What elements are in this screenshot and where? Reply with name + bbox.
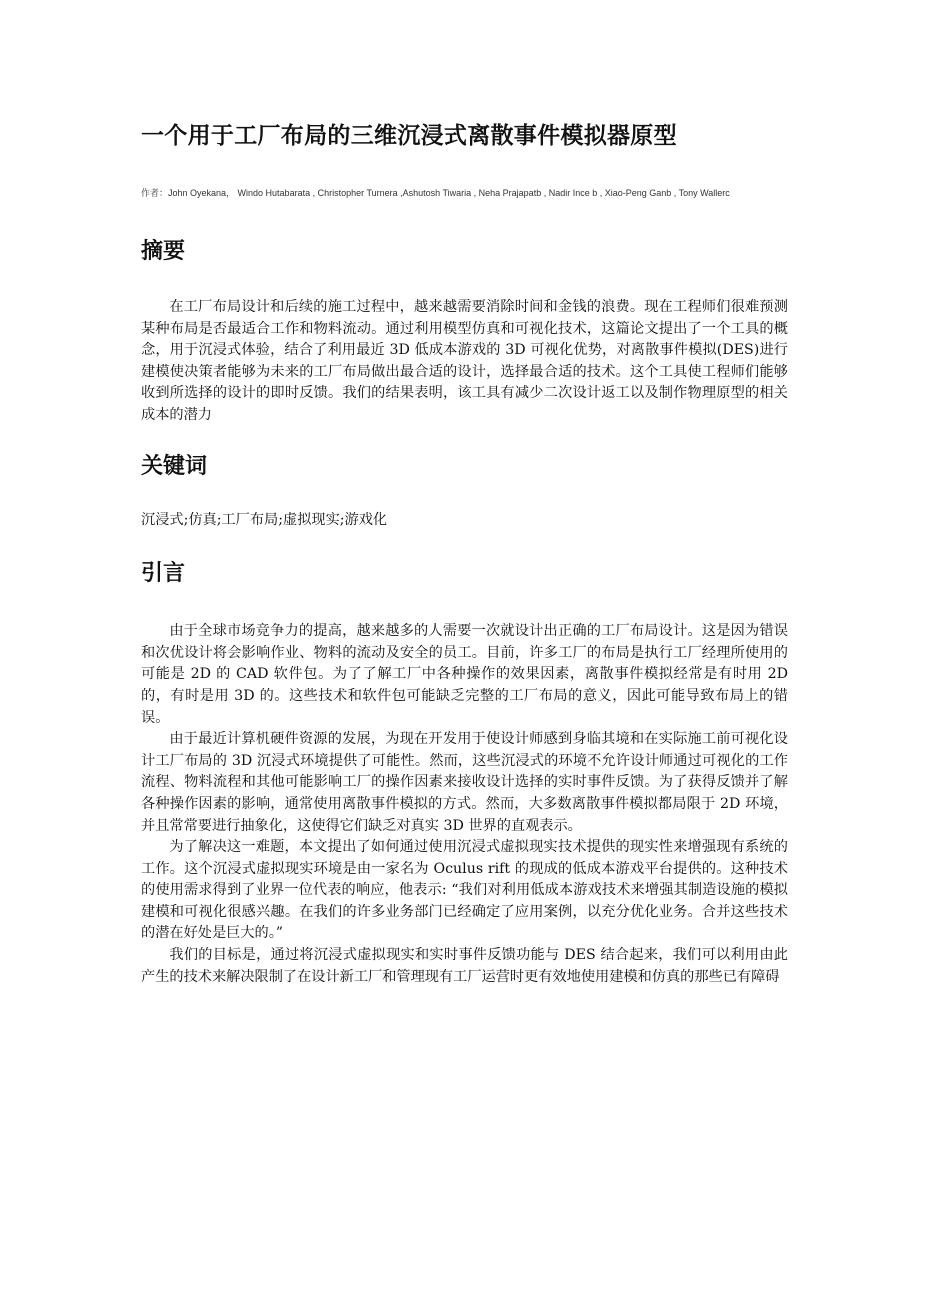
paper-title: 一个用于工厂布局的三维沉浸式离散事件模拟器原型 <box>141 123 677 149</box>
introduction-paragraph: 为了解决这一难题，本文提出了如何通过使用沉浸式虚拟现实技术提供的现实性来增强现有系统的工作。这个沉浸式虚拟现实环境是由一家名为 Oculus rift 的现成的低成本游戏平台提供的。这种技术的使用需求得到了业界一位代表的响应，他表示: “我们对利用低成本游戏技术来增强其制造设施的模拟建模和可视化很感兴趣。在我们的许多业务部门已经确定了应用案例，以充分优化业务。合并这些技术的潜在好处是巨大的。” <box>141 839 788 942</box>
author-list: 作者：John Oyekana， Windo Hutabarata , Christopher Turnera ,Ashutosh Tiwaria , Neha Prajapatb , Nadir Ince b , Xiao-Peng Ganb , Tony Wallerc <box>141 188 730 198</box>
introduction-paragraph: 由于最近计算机硬件资源的发展，为现在开发用于使设计师感到身临其境和在实际施工前可视化设计工厂布局的 3D 沉浸式环境提供了可能性。然而，这些沉浸式的环境不允许设计师通过可视化的工作流程、物料流程和其他可能影响工厂的操作因素来接收设计选择的实时事件反馈。为了获得反馈并了解各种操作因素的影响，通常使用离散事件模拟的方式。然而，大多数离散事件模拟都局限于 2D 环境，并且常常要进行抽象化，这使得它们缺乏对真实 3D 世界的直观表示。 <box>141 731 788 834</box>
keywords-text: 沉浸式;仿真;工厂布局;虚拟现实;游戏化 <box>141 511 388 528</box>
abstract-paragraph: 在工厂布局设计和后续的施工过程中，越来越需要消除时间和金钱的浪费。现在工程师们很难预测某种布局是否最适合工作和物料流动。通过利用模型仿真和可视化技术，这篇论文提出了一个工具的概念，用于沉浸式体验，结合了利用最近 3D 低成本游戏的 3D 可视化优势，对离散事件模拟(DES)进行建模使决策者能够为未来的工厂布局做出最合适的设计，选择最合适的技术。这个工具使工程师们能够收到所选择的设计的即时反馈。我们的结果表明，该工具有减少二次设计返工以及制作物理原型的相关成本的潜力 <box>141 299 788 423</box>
document-page <box>141 118 788 988</box>
abstract-heading: 摘要 <box>141 239 186 264</box>
introduction-heading: 引言 <box>141 561 186 587</box>
introduction-paragraph: 由于全球市场竞争力的提高，越来越多的人需要一次就设计出正确的工厂布局设计。这是因为错误和次优设计将会影响作业、物料的流动及安全的员工。目前，许多工厂的布局是执行工厂经理所使用的可能是 2D 的 CAD 软件包。为了了解工厂中各种操作的效果因素，离散事件模拟经常是有时用 2D 的，有时是用 3D 的。这些技术和软件包可能缺乏完整的工厂布局的意义，因此可能导致布局上的错误。 <box>141 623 788 726</box>
introduction-paragraph: 我们的目标是，通过将沉浸式虚拟现实和实时事件反馈功能与 DES 结合起来，我们可以利用由此产生的技术来解决限制了在设计新工厂和管理现有工厂运营时更有效地使用建模和仿真的那些已有障碍 <box>141 947 788 985</box>
keywords-heading: 关键词 <box>141 453 208 479</box>
abstract-section <box>141 297 788 427</box>
introduction-section <box>141 621 788 988</box>
